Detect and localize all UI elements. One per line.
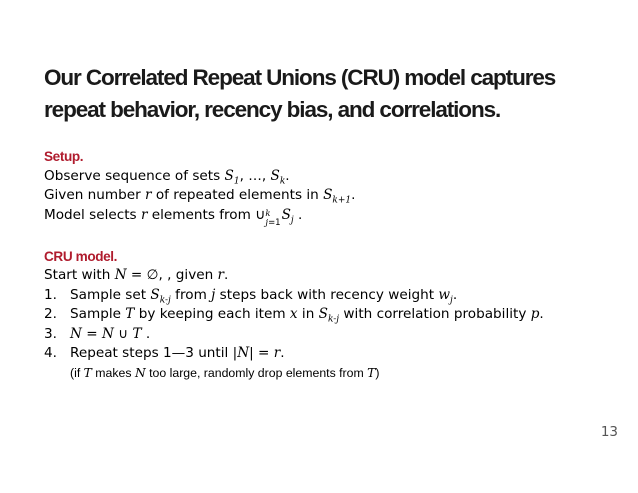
setup-line-given: Given number r of repeated elements in $S_{k+1}$.: [44, 187, 356, 206]
page-number: 13: [600, 424, 618, 440]
setup-line-observe: Observe sequence of sets $S_1$, …, $S_k$.: [44, 167, 290, 187]
cru-steps-list: [44, 286, 614, 364]
cru-step-2: 2. Sample T by keeping each item x in $S_{k-j}$ with correlation probability p.: [44, 306, 544, 325]
cru-start-line: Start with N = ∅, , given r.: [44, 267, 229, 283]
cru-step-3: 3. N = N ∪ T .: [44, 325, 151, 342]
setup-line-model: Model selects r elements from ∪ k j=1 $S_j$ .: [44, 206, 303, 228]
cru-heading: CRU model.: [44, 248, 118, 264]
cru-step-4: 4. Repeat steps 1—3 until |N| = r.: [44, 345, 285, 361]
cru-step-1: 1. Sample set $S_{k-j}$ from j steps back with recency weight $w_j$.: [44, 286, 458, 306]
slide-title: Our Correlated Repeat Unions (CRU) model captures repeat behavior, recency bias, and correlations.: [44, 65, 556, 122]
setup-heading: Setup.: [44, 149, 84, 164]
cru-step-4-note: (if T makes N too large, randomly drop elements from T): [70, 365, 380, 380]
slide-body: [44, 147, 614, 382]
